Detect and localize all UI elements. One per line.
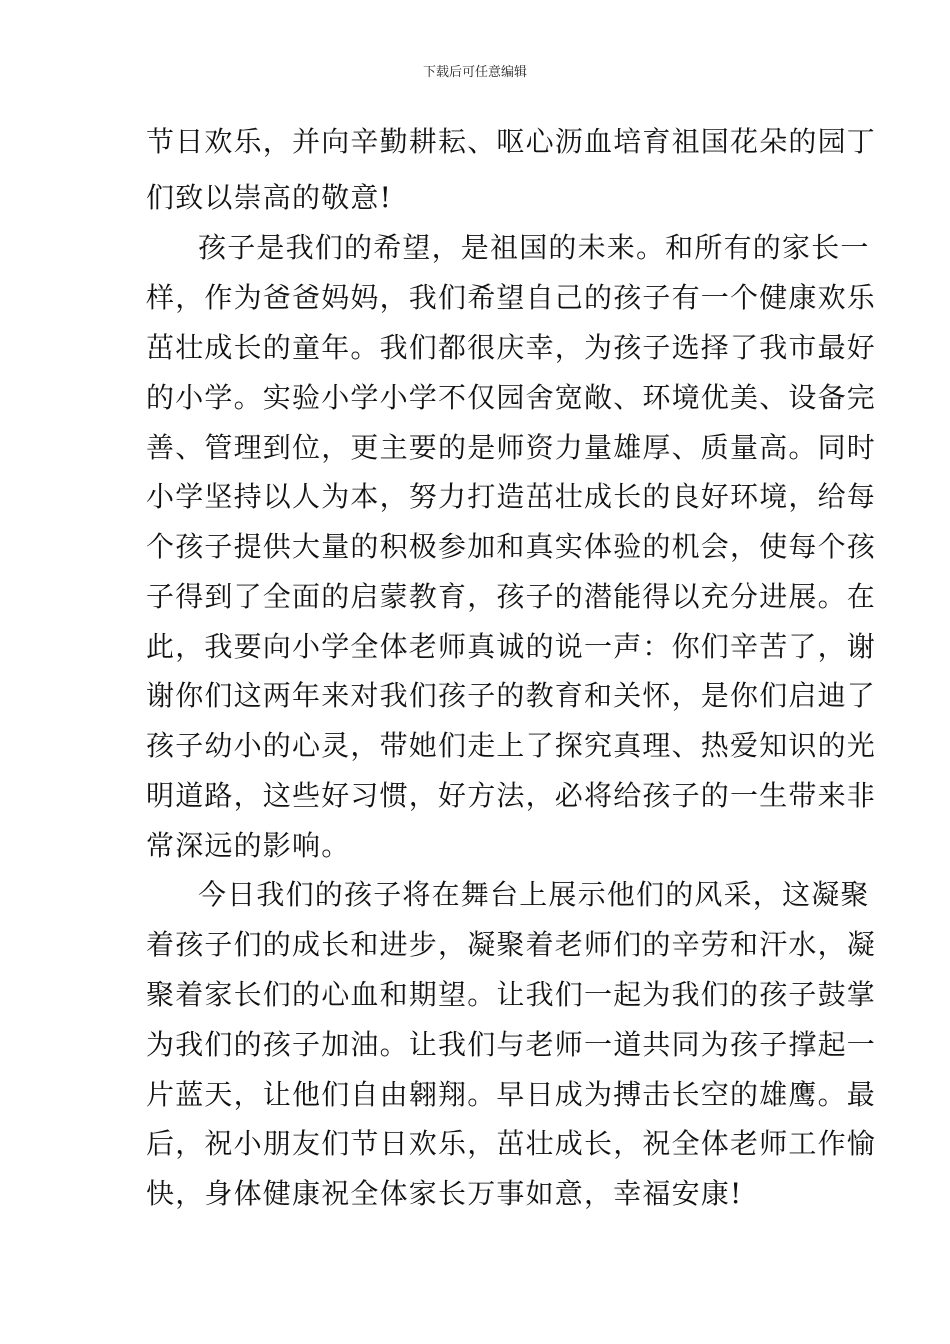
body-line: 此，我要向小学全体老师真诚的说一声：你们辛苦了，谢 bbox=[146, 630, 877, 663]
header-note: 下载后可任意编辑 bbox=[422, 65, 527, 80]
body-line: 明道路，这些好习惯，好方法，必将给孩子的一生带来非 bbox=[146, 779, 877, 812]
body-line: 聚着家长们的心血和期望。让我们一起为我们的孩子鼓掌 bbox=[146, 978, 877, 1011]
body-line: 快，身体健康祝全体家长万事如意，幸福安康! bbox=[146, 1177, 743, 1210]
body-line: 善、管理到位，更主要的是师资力量雄厚、质量高。同时 bbox=[146, 431, 877, 464]
body-line: 个孩子提供大量的积极参加和真实体验的机会，使每个孩 bbox=[146, 530, 877, 563]
body-line: 为我们的孩子加油。让我们与老师一道共同为孩子撑起一 bbox=[146, 1028, 877, 1061]
body-line: 孩子幼小的心灵，带她们走上了探究真理、热爱知识的光 bbox=[146, 729, 877, 762]
body-line: 样，作为爸爸妈妈，我们希望自己的孩子有一个健康欢乐 bbox=[146, 281, 877, 314]
body-line: 节日欢乐，并向辛勤耕耘、呕心沥血培育祖国花朵的园丁 bbox=[146, 125, 877, 158]
body-line: 的小学。实验小学小学不仅园舍宽敞、环境优美、设备完 bbox=[146, 381, 877, 414]
body-line: 茁壮成长的童年。我们都很庆幸，为孩子选择了我市最好 bbox=[146, 331, 877, 364]
body-line: 们致以崇高的敬意! bbox=[146, 181, 393, 214]
body-line: 小学坚持以人为本，努力打造茁壮成长的良好环境，给每 bbox=[146, 480, 877, 513]
body-line: 孩子是我们的希望，是祖国的未来。和所有的家长一 bbox=[198, 231, 870, 264]
body-line: 着孩子们的成长和进步，凝聚着老师们的辛劳和汗水，凝 bbox=[146, 928, 877, 961]
body-line: 今日我们的孩子将在舞台上展示他们的风采，这凝聚 bbox=[198, 878, 870, 911]
body-line: 片蓝天，让他们自由翱翔。早日成为搏击长空的雄鹰。最 bbox=[146, 1078, 877, 1111]
body-line: 子得到了全面的启蒙教育，孩子的潜能得以充分进展。在 bbox=[146, 580, 877, 613]
body-line: 后，祝小朋友们节日欢乐，茁壮成长，祝全体老师工作愉 bbox=[146, 1127, 877, 1160]
body-line: 常深远的影响。 bbox=[146, 829, 351, 862]
body-line: 谢你们这两年来对我们孩子的教育和关怀，是你们启迪了 bbox=[146, 679, 877, 712]
